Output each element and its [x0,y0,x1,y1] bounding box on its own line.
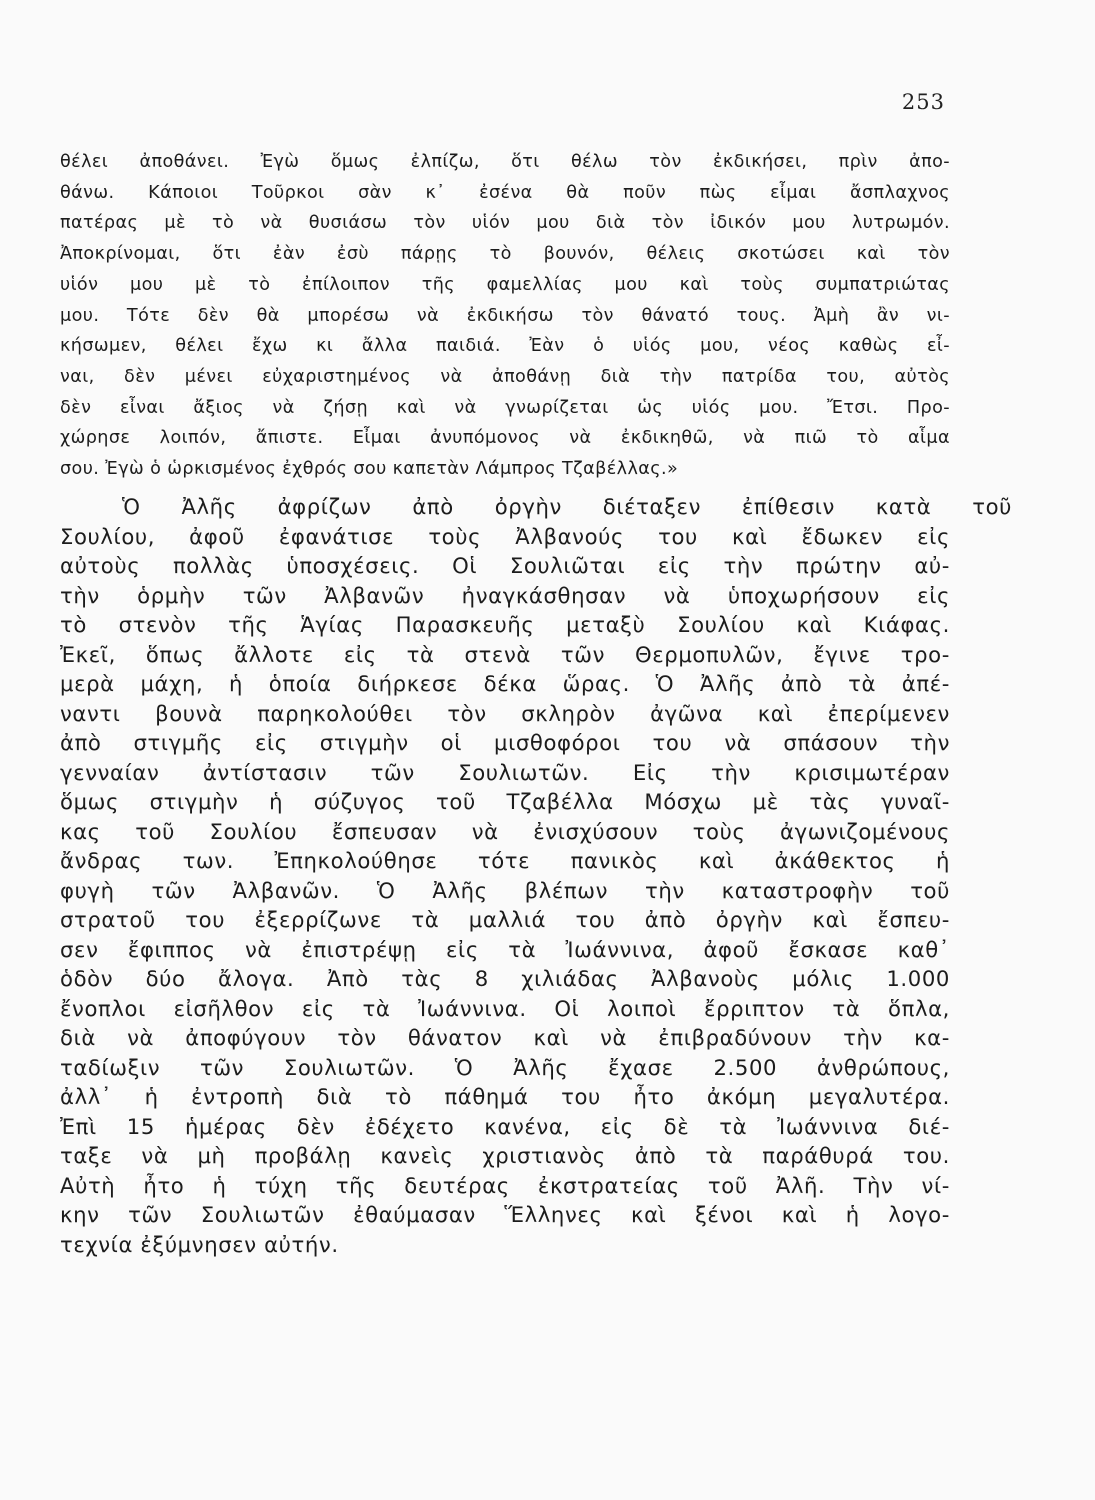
text-line: σεν ἔφιππος νὰ ἐπιστρέψῃ εἰς τὰ Ἰωάννινα, ἀφοῦ ἔσκασε καθ᾿ [60,936,950,962]
text-line: ἀλλ᾿ ἡ ἐντροπὴ διὰ τὸ πάθημά του ἦτο ἀκόμη μεγαλυτέρα. [60,1084,950,1109]
text-line: δὲν εἶναι ἄξιος νὰ ζήσῃ καὶ νὰ γνωρίζεται ὡς υἱός μου. Ἔτσι. Προ- [60,397,950,418]
text-line: ὁδὸν δύο ἄλογα. Ἀπὸ τὰς 8 χιλιάδας Ἀλβανοὺς μόλις 1.000 [60,966,950,991]
main-paragraph [60,492,1012,1259]
text-line: τεχνία ἐξύμνησεν αὐτήν. [60,1231,339,1257]
text-line: ἀπὸ στιγμῆς εἰς στιγμὴν οἱ μισθοφόροι του νὰ σπάσουν τὴν [60,730,950,755]
text-line: στρατοῦ του ἐξερρίζωνε τὰ μαλλιά του ἀπὸ ὀργὴν καὶ ἔσπευ- [60,907,950,932]
text-line: διὰ νὰ ἀποφύγουν τὸν θάνατον καὶ νὰ ἐπιβραδύνουν τὴν κα- [60,1025,950,1050]
page-number: 253 [901,90,945,114]
text-line: κην τῶν Σουλιωτῶν ἐθαύμασαν Ἕλληνες καὶ ξένοι καὶ ἡ λογο- [60,1202,950,1227]
text-line: ναι, δὲν μένει εὐχαριστημένος νὰ ἀποθάνῃ διὰ τὴν πατρίδα του, αὐτὸς [60,366,950,387]
text-line: σου. Ἐγὼ ὁ ὡρκισμένος ἐχθρός σου καπετὰν Λάμπρος Τζαβέλλας.» [60,459,679,480]
text-line: ὅμως στιγμὴν ἡ σύζυγος τοῦ Τζαβέλλα Μόσχω μὲ τὰς γυναῖ- [60,789,950,814]
text-line: θάνω. Κάποιοι Τοῦρκοι σὰν κ᾿ ἐσένα θὰ ποῦν πὼς εἶμαι ἄσπλαχνος [60,182,950,203]
text-line: τὴν ὁρμὴν τῶν Ἀλβανῶν ἠναγκάσθησαν νὰ ὑποχωρήσουν εἰς [60,582,950,608]
text-line: κας τοῦ Σουλίου ἔσπευσαν νὰ ἐνισχύσουν τοὺς ἀγωνιζομένους [60,818,950,844]
text-line: Ὁ Ἀλῆς ἀφρίζων ἀπὸ ὀργὴν διέταξεν ἐπίθεσιν κατὰ τοῦ [122,494,1012,519]
text-line: μου. Τότε δὲν θὰ μπορέσω νὰ ἐκδικήσω τὸν θάνατό τους. Ἀμὴ ἂν νι- [60,305,950,326]
text-line: Ἀποκρίνομαι, ὅτι ἐὰν ἐσὺ πάρῃς τὸ βουνόν, θέλεις σκοτώσει καὶ τὸν [60,244,950,265]
text-line: Αὐτὴ ἦτο ἡ τύχη τῆς δευτέρας ἐκστρατείας τοῦ Ἀλῆ. Τὴν νί- [60,1172,950,1198]
text-line: θέλει ἀποθάνει. Ἐγὼ ὅμως ἐλπίζω, ὅτι θέλω τὸν ἐκδικήσει, πρὶν ἀπο- [60,152,950,172]
text-line: γενναίαν ἀντίστασιν τῶν Σουλιωτῶν. Εἰς τὴν κρισιμωτέραν [60,759,950,785]
text-line: Ἐπὶ 15 ἡμέρας δὲν ἐδέχετο κανένα, εἰς δὲ τὰ Ἰωάννινα διέ- [60,1113,950,1139]
text-line: αὐτοὺς πολλὰς ὑποσχέσεις. Οἱ Σουλιῶται εἰς τὴν πρώτην αὐ- [60,553,950,578]
text-line: ταδίωξιν τῶν Σουλιωτῶν. Ὁ Ἀλῆς ἔχασε 2.500 ἀνθρώπους, [60,1054,950,1080]
text-line: ἄνδρας των. Ἐπηκολούθησε τότε πανικὸς καὶ ἀκάθεκτος ἡ [60,848,950,873]
text-line: ταξε νὰ μὴ προβάλῃ κανεὶς χριστιανὸς ἀπὸ τὰ παράθυρά του. [60,1143,950,1168]
text-line: Ἐκεῖ, ὅπως ἄλλοτε εἰς τὰ στενὰ τῶν Θερμοπυλῶν, ἔγινε τρο- [60,641,950,667]
text-line: χώρησε λοιπόν, ἄπιστε. Εἶμαι ἀνυπόμονος νὰ ἐκδικηθῶ, νὰ πιῶ τὸ αἷμα [60,428,950,449]
text-line: κήσωμεν, θέλει ἔχω κι ἄλλα παιδιά. Ἐὰν ὁ υἱός μου, νέος καθὼς εἶ- [60,336,950,357]
text-line: υἱόν μου μὲ τὸ ἐπίλοιπον τῆς φαμελλίας μου καὶ τοὺς συμπατριώτας [60,274,950,295]
text-line: Σουλίου, ἀφοῦ ἐφανάτισε τοὺς Ἀλβανούς του καὶ ἔδωκεν εἰς [60,523,950,549]
text-line: μερὰ μάχη, ἡ ὁποία διήρκεσε δέκα ὥρας. Ὁ Ἀλῆς ἀπὸ τὰ ἀπέ- [60,671,950,696]
text-line: ναντι βουνὰ παρηκολούθει τὸν σκληρὸν ἀγῶνα καὶ ἐπερίμενεν [60,700,950,726]
text-line: ἔνοπλοι εἰσῆλθον εἰς τὰ Ἰωάννινα. Οἱ λοιποὶ ἔρριπτον τὰ ὅπλα, [60,995,950,1021]
text-line: τὸ στενὸν τῆς Ἁγίας Παρασκευῆς μεταξὺ Σουλίου καὶ Κιάφας. [60,612,950,637]
text-line: φυγὴ τῶν Ἀλβανῶν. Ὁ Ἀλῆς βλέπων τὴν καταστροφὴν τοῦ [60,877,950,903]
quote-paragraph [60,147,950,485]
text-line: πατέρας μὲ τὸ νὰ θυσιάσω τὸν υἱόν μου διὰ τὸν ἰδικόν μου λυτρωμόν. [60,213,950,234]
